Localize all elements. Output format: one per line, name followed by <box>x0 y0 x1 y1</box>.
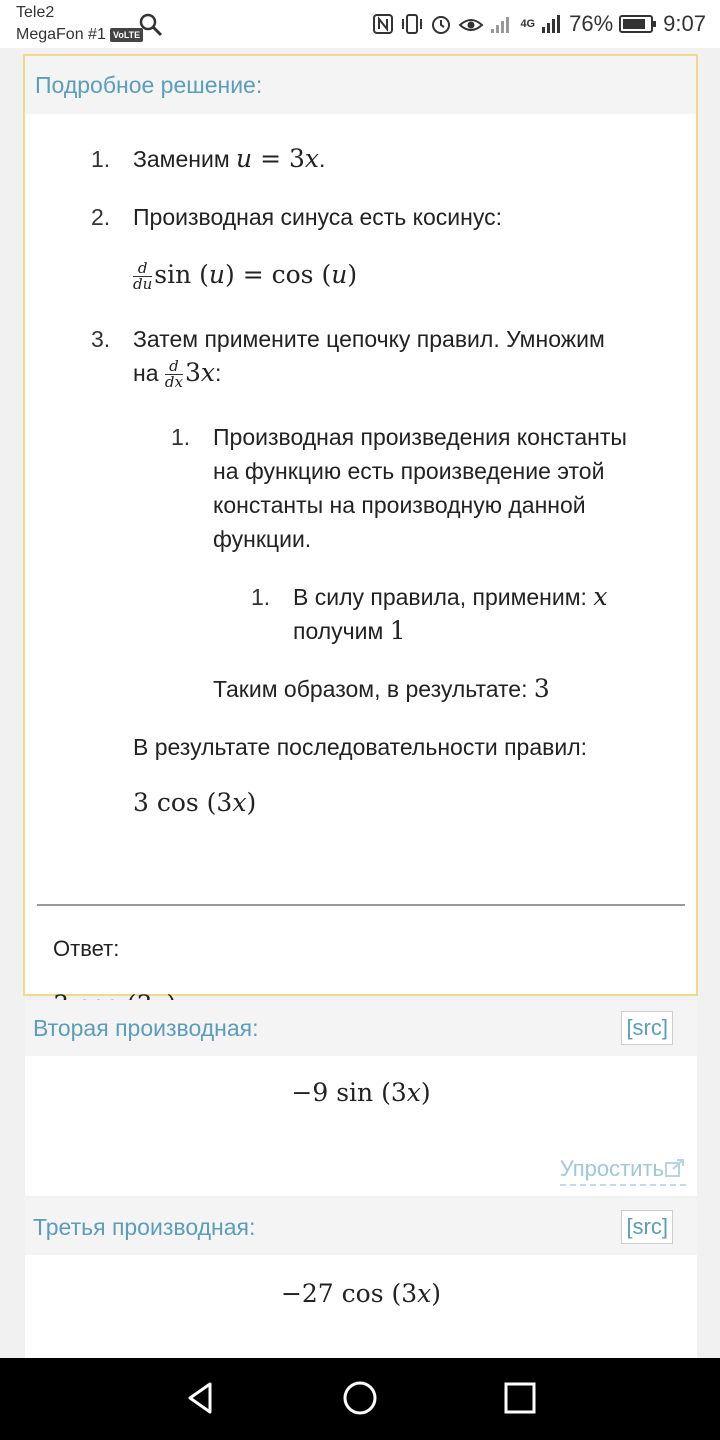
src-button[interactable]: [src] <box>621 1210 673 1244</box>
page-content <box>0 48 720 1358</box>
simplify-link[interactable] <box>560 1156 686 1186</box>
carrier-1: Tele2 <box>16 4 55 21</box>
sub-sub-step-line2 <box>293 614 406 648</box>
step-suffix: . <box>319 146 326 172</box>
answer-label: Ответ: <box>53 936 120 961</box>
step-2: Производная синуса есть косинус: <box>133 204 502 230</box>
carrier-2: MegaFon #1 <box>16 26 106 43</box>
step-math: u = 3x <box>236 144 320 173</box>
battery-icon <box>619 14 657 34</box>
chain-result-formula: 3 cos (3x) <box>133 788 257 817</box>
step-text: В силу правила, применим: <box>293 584 587 610</box>
src-button[interactable]: [src] <box>621 1011 673 1045</box>
navigation-bar <box>0 1358 720 1440</box>
chain-result-text: В результате последовательности правил: <box>133 734 588 760</box>
sub-step-line: константы на производную данной <box>213 492 586 518</box>
vibrate-icon <box>400 13 424 35</box>
step-suffix: : <box>214 360 222 386</box>
network-type: 4G <box>520 17 536 30</box>
step-text: на <box>133 360 159 386</box>
signal-icon <box>541 13 563 35</box>
sub-step-line: функции. <box>213 526 312 552</box>
step-3: Затем примените цепочку правил. Умножим <box>133 326 605 352</box>
alarm-icon <box>430 13 452 35</box>
section-title: Третья производная: <box>33 1214 256 1240</box>
recents-icon[interactable] <box>500 1378 540 1418</box>
home-icon[interactable] <box>340 1378 380 1418</box>
search-icon <box>138 12 164 43</box>
battery-percent: 76% <box>569 11 614 36</box>
result-text: Таким образом, в результате: <box>213 676 528 702</box>
volte-badge: VoLTE <box>110 28 143 42</box>
step-text: Заменим <box>133 146 230 172</box>
clock: 9:07 <box>663 11 706 36</box>
simplify-label: Упростить <box>559 1156 664 1181</box>
third-derivative-body <box>25 1255 697 1358</box>
nfc-icon <box>372 13 394 35</box>
second-derivative-formula: −9 sin (3x) <box>291 1078 431 1107</box>
step-3-line2: на $\frac{d}{dx}$ 3x: <box>133 357 222 392</box>
sub-step-line: Производная произведения константы <box>213 424 627 450</box>
step-number: 1. <box>251 584 271 610</box>
second-derivative-header <box>25 1000 697 1056</box>
step-number: 3. <box>91 326 111 352</box>
signal-icon <box>490 13 514 35</box>
sub-sub-step <box>293 580 607 614</box>
inner-result <box>213 672 550 706</box>
third-derivative-header <box>25 1199 697 1255</box>
derivative-formula: $\frac{d}{du}$ sin (u) = cos (u) <box>133 259 358 294</box>
step-math: x <box>593 582 608 611</box>
step-number: 2. <box>91 204 111 230</box>
fraction: $\frac{d}{du}$ <box>133 259 153 294</box>
section-title: Вторая производная: <box>33 1015 259 1041</box>
step-text: получим <box>293 618 384 644</box>
step-number: 1. <box>171 424 191 450</box>
third-derivative-formula: −27 cos (3x) <box>280 1279 442 1308</box>
eye-comfort-icon <box>458 13 484 35</box>
status-bar <box>0 0 720 48</box>
divider <box>37 904 685 906</box>
panel-header: Подробное решение: <box>25 56 696 114</box>
result-math: 3 <box>533 674 550 703</box>
fraction: $\frac{d}{dx}$ <box>164 357 183 392</box>
step-number: 1. <box>91 146 111 172</box>
detailed-solution-panel <box>23 54 698 996</box>
back-icon[interactable] <box>180 1378 220 1418</box>
step-1 <box>133 142 325 176</box>
step-math: 1 <box>389 616 406 645</box>
sub-step-line: на функцию есть произведение этой <box>213 458 605 484</box>
external-link-icon <box>664 1156 686 1181</box>
